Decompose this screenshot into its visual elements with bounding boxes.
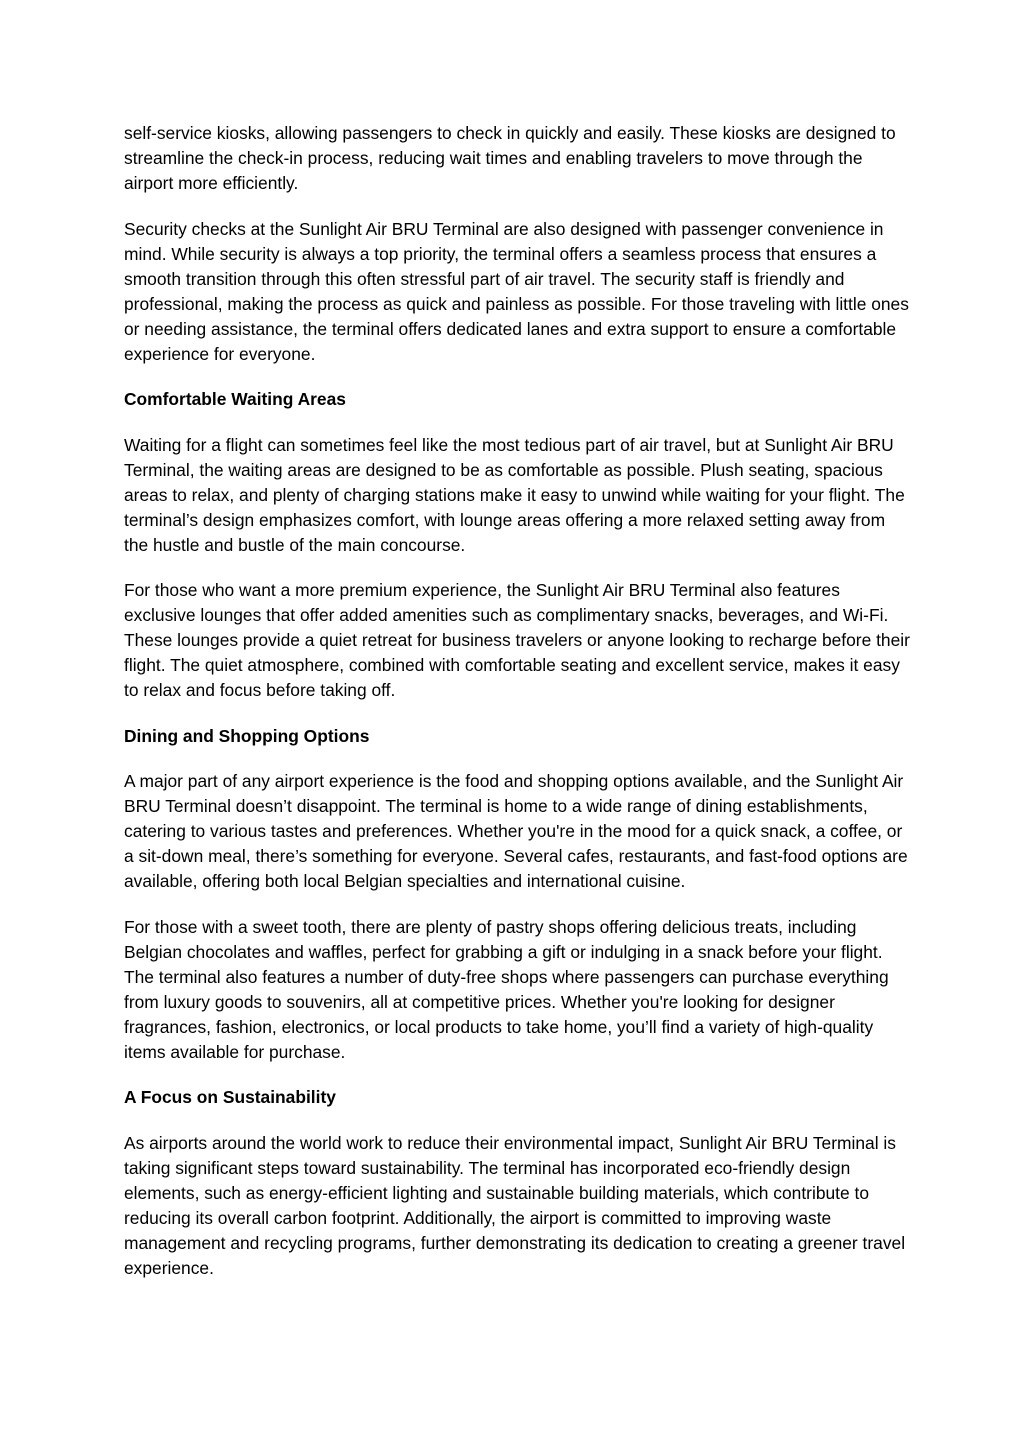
heading-dining-shopping: Dining and Shopping Options: [124, 725, 370, 746]
heading-waiting-areas: Comfortable Waiting Areas: [124, 389, 346, 409]
paragraph-security: Security checks at the Sunlight Air BRU Terminal are also designed with passenger convenience in mind. While security is always a top priority, the terminal offers a seamless process that ensures a smooth transition through this often stressful part of air travel. The security staff is friendly and professional, making the process as quick and painless as possible. For those traveling with little ones or needing assistance, the terminal offers dedicated lanes and extra support to ensure a comfortable experience for everyone.: [124, 218, 909, 364]
paragraph-lounges: For those who want a more premium experience, the Sunlight Air BRU Terminal also features exclusive lounges that offer added amenities such as complimentary snacks, beverages, and Wi-Fi. These lounges provide a quiet retreat for business travelers or anyone looking to recharge before their flight. The quiet atmosphere, combined with comfortable seating and excellent service, makes it easy to relax and focus before taking off.: [124, 580, 910, 700]
paragraph-waiting: Waiting for a flight can sometimes feel like the most tedious part of air travel, but at Sunlight Air BRU Terminal, the waiting areas are designed to be as comfortable as possible. Plush seating, spacious areas to relax, and plenty of charging stations make it easy to unwind while waiting for your flight. The terminal’s design emphasizes comfort, with lounge areas offering a more relaxed setting away from the hustle and bustle of the main concourse.: [124, 434, 905, 555]
heading-sustainability: A Focus on Sustainability: [124, 1087, 336, 1107]
paragraph-kiosks: self-service kiosks, allowing passengers to check in quickly and easily. These kiosks are designed to streamline the check-in process, reducing wait times and enabling travelers to move through the airport more efficiently.: [124, 123, 896, 193]
paragraph-dining: A major part of any airport experience is the food and shopping options available, and the Sunlight Air BRU Terminal doesn’t disappoint. The terminal is home to a wide range of dining establishments, catering to various tastes and preferences. Whether you're in the mood for a quick snack, a coffee, or a sit-down meal, there’s something for everyone. Several cafes, restaurants, and fast-food options are available, offering both local Belgian specialties and international cuisine.: [124, 771, 908, 891]
paragraph-sustainability: As airports around the world work to reduce their environmental impact, Sunlight Air BRU Terminal is taking significant steps toward sustainability. The terminal has incorporated eco-friendly design elements, such as energy-efficient lighting and sustainable building materials, which contribute to reducing its overall carbon footprint. Additionally, the airport is committed to improving waste management and recycling programs, further demonstrating its dedication to creating a greener travel experience.: [124, 1132, 906, 1278]
paragraph-shopping: For those with a sweet tooth, there are plenty of pastry shops offering delicious treats, including Belgian chocolates and waffles, perfect for grabbing a gift or indulging in a snack before your flight. The terminal also features a number of duty-free shops where passengers can purchase everything from luxury goods to souvenirs, all at competitive prices. Whether you're looking for designer fragrances, fashion, electronics, or local products to take home, you’ll find a variety of high-quality items available for purchase.: [124, 916, 889, 1062]
document-page: [124, 121, 914, 1301]
